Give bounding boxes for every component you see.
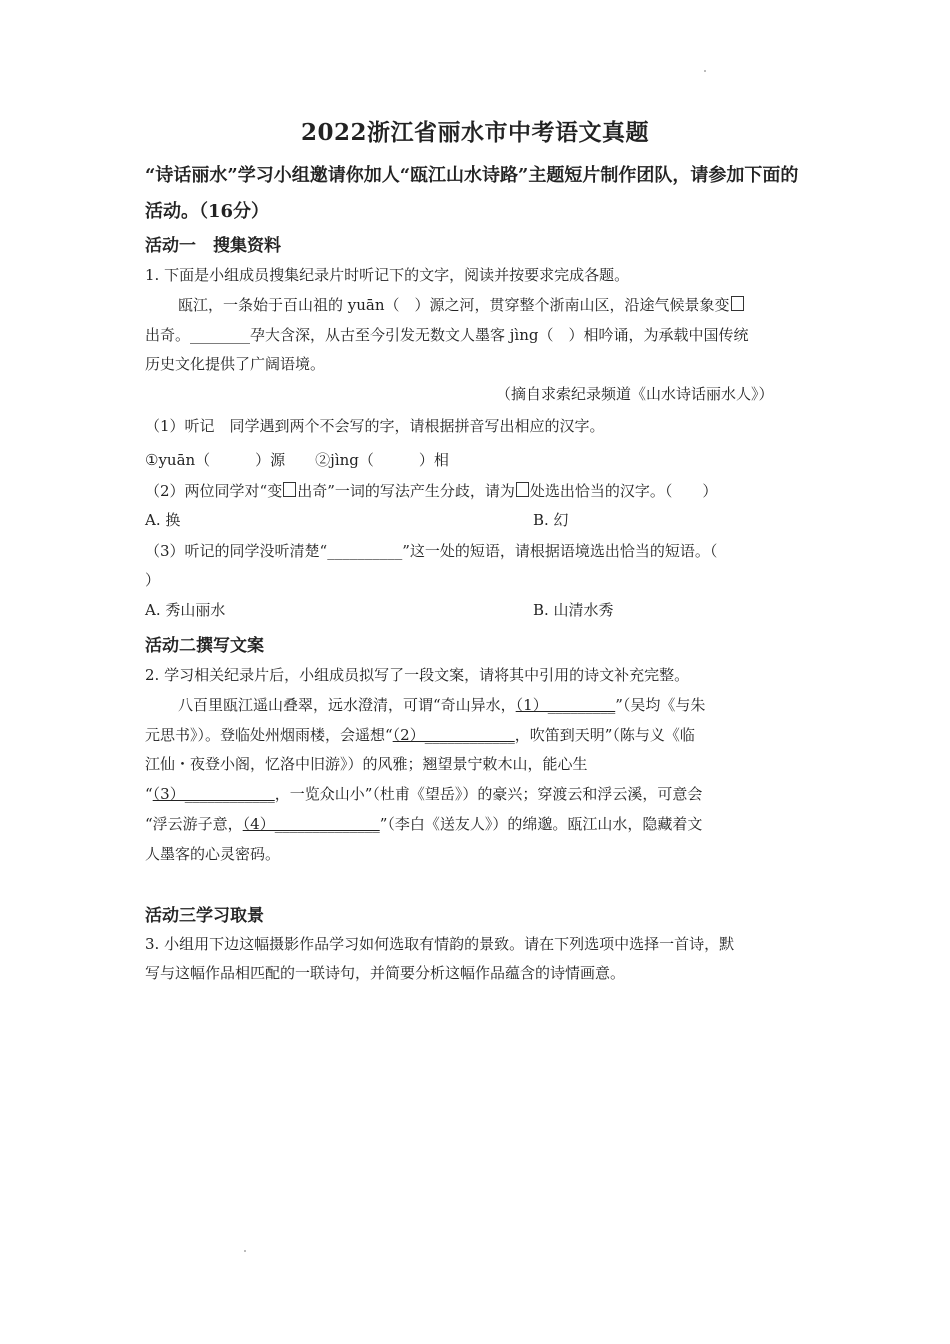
fill-blank-4: （4）______________ — [242, 815, 380, 833]
copy-line-1: 八百里瓯江遥山叠翠，远水澄清，可谓“奇山异水，（1）_________”（吴均《与朱 — [178, 696, 706, 714]
option-b: B. 幻 — [533, 511, 569, 529]
copy-line-6: 人墨客的心灵密码。 — [145, 845, 281, 863]
activity3-heading: 活动三学习取景 — [145, 906, 264, 926]
copy-line-5: “浮云游子意，（4）______________”（李白《送友人》）的绵邈。瓯江山水，隐藏着文 — [145, 815, 703, 833]
sub-question-3: （3）听记的同学没听清楚“__________”这一处的短语，请根据语境选出恰当的短语。（ — [145, 542, 718, 560]
page-title: 2022浙江省丽水市中考语文真题 — [300, 119, 649, 146]
intro-text: “诗话丽水”学习小组邀请你加人“瓯江山水诗路”主题短片制作团队，请参加下面的活动。（16分） — [145, 165, 799, 222]
sub-question-1: （1）听记 同学遇到两个不会写的字，请根据拼音写出相应的汉字。 — [145, 417, 605, 435]
speck — [704, 70, 706, 72]
blank-box — [283, 482, 296, 497]
activity1-heading: 活动一 搜集资料 — [145, 236, 281, 256]
option-a: A. 换 — [145, 511, 181, 529]
blank-box — [516, 482, 529, 497]
passage-line-1: 瓯江，一条始于百山祖的 yuān（ ）源之河，贯穿整个浙南山区，沿途气候景象变 — [178, 294, 745, 315]
copy-line-4: “（3）____________，一览众山小”（杜甫《望岳》）的豪兴；穿渡云和浮云溪，可意会 — [145, 785, 703, 803]
activity2-heading: 活动二撰写文案 — [145, 636, 264, 656]
speck — [244, 1250, 246, 1252]
passage-source: （摘自求索纪录频道《山水诗话丽水人》） — [496, 385, 774, 403]
option-b: B. 山清水秀 — [533, 601, 614, 619]
sub-question-1-items: ①yuān（ ）源 ②jìng（ ）相 — [145, 451, 449, 469]
fill-blank-2: （2）____________ — [392, 726, 515, 744]
question-1: 1. 下面是小组成员搜集纪录片时听记下的文字，阅读并按要求完成各题。 — [145, 266, 630, 284]
question-3-line-2: 写与这幅作品相匹配的一联诗句，并简要分析这幅作品蕴含的诗情画意。 — [145, 964, 626, 982]
sub-question-3-close: ） — [145, 571, 161, 589]
passage-line-2: 出奇。________孕大含深，从古至今引发无数文人墨客 jìng（ ）相吟诵，为承载中国传统 — [145, 326, 749, 344]
copy-line-2: 元思书》）。登临处州烟雨楼，会遥想“（2）____________，吹笛到天明”（陈与义《临 — [145, 726, 695, 744]
sub-question-2: （2）两位同学对“变 出奇”一词的写法产生分歧，请为 处选出恰当的汉字。（ ） — [145, 482, 718, 500]
fill-blank-1: （1）_________ — [515, 696, 616, 714]
question-2: 2. 学习相关纪录片后，小组成员拟写了一段文案，请将其中引用的诗文补充完整。 — [145, 666, 690, 684]
copy-line-3: 江仙・夜登小阁，忆洛中旧游》）的风雅；翘望景宁敕木山，能心生 — [145, 755, 588, 773]
blank-box — [731, 296, 744, 311]
option-a: A. 秀山丽水 — [145, 601, 226, 619]
passage-line-3: 历史文化提供了广阔语境。 — [145, 355, 326, 373]
fill-blank-3: （3）____________ — [152, 785, 275, 803]
question-3-line-1: 3. 小组用下边这幅摄影作品学习如何选取有情韵的景致。请在下列选项中选择一首诗，默 — [145, 935, 735, 953]
